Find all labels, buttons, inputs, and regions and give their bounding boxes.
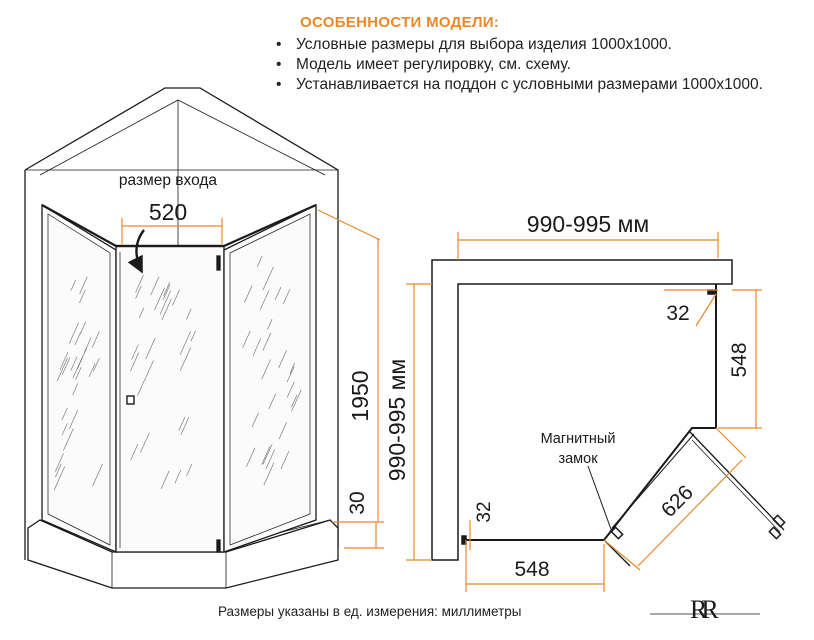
top-door-panel xyxy=(604,428,716,540)
hinge-top xyxy=(217,256,220,270)
side-bottom-value: 548 xyxy=(514,558,550,581)
height-ext-top xyxy=(318,210,380,240)
door-ext-left xyxy=(604,540,640,570)
magnet-leader-line xyxy=(588,466,612,532)
feature-item: • Модель имеет регулировку, см. схему. xyxy=(272,55,792,75)
room-inner-left xyxy=(40,100,178,175)
door-ext-right xyxy=(716,428,746,458)
top-handle-right xyxy=(773,515,784,526)
feature-item: • Условные размеры для выбора изделия 1000x1000. xyxy=(272,35,792,55)
depth-value: 990-995 мм xyxy=(384,358,410,482)
brand-logo xyxy=(650,595,760,624)
top-handle-left xyxy=(611,527,622,538)
units-footnote: Размеры указаны в ед. измерения: миллиметры xyxy=(218,604,522,619)
hinge-bottom xyxy=(217,540,220,552)
gap-top-value: 32 xyxy=(666,302,690,325)
side-right-value: 548 xyxy=(728,342,751,378)
logo-text: RR xyxy=(690,595,713,624)
gap-left-value: 32 xyxy=(474,501,495,523)
room-inner-right xyxy=(178,100,325,175)
top-handle-right-2 xyxy=(769,527,780,538)
magnet-label-line1: Магнитный xyxy=(540,431,616,447)
entrance-width-value: 520 xyxy=(148,199,188,225)
top-dimensions xyxy=(406,232,762,592)
door-value: 626 xyxy=(656,480,698,522)
left-fixed-panel xyxy=(42,205,116,552)
right-fixed-panel xyxy=(224,205,316,552)
height-value: 1950 xyxy=(347,370,373,422)
open-door-right-inner xyxy=(692,440,780,532)
feature-item: • Устанавливается на поддон с условными размерами 1000x1000. xyxy=(272,75,792,95)
features-title: ОСОБЕННОСТИ МОДЕЛИ: xyxy=(300,14,500,31)
tray-height-value: 30 xyxy=(346,491,369,515)
gap-top-leader xyxy=(696,294,716,326)
width-value: 990-995 мм xyxy=(526,211,650,237)
open-door-right xyxy=(690,432,784,530)
magnet-label-line2: замок xyxy=(558,451,598,467)
entrance-label: размер входа xyxy=(118,172,218,189)
